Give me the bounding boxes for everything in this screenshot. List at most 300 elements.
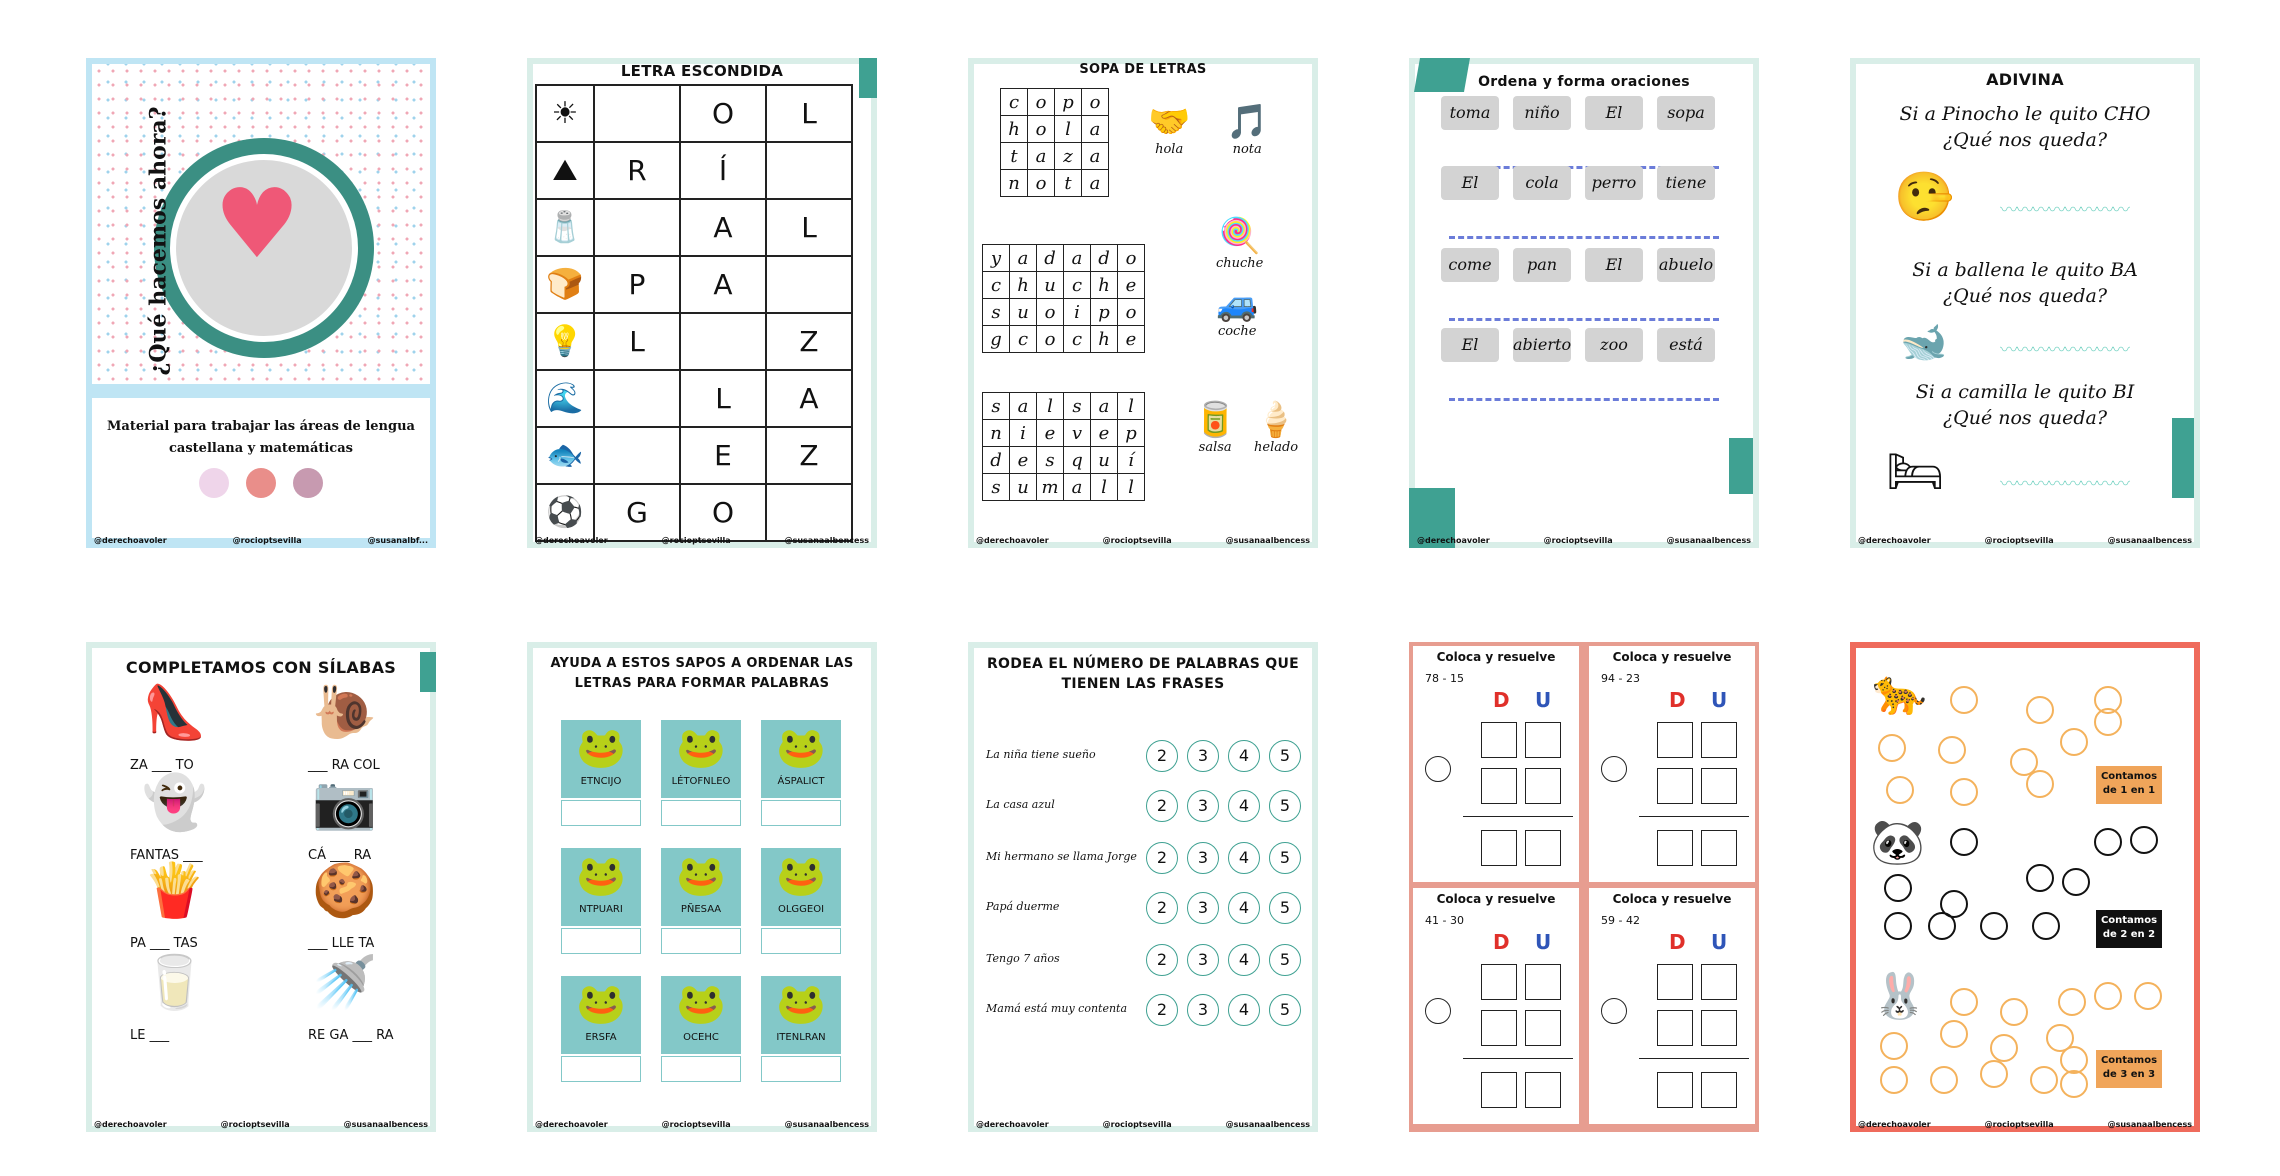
word-chip[interactable]: toma <box>1441 96 1499 130</box>
digit-box[interactable] <box>1701 1072 1737 1108</box>
count-circle[interactable] <box>1886 776 1914 804</box>
word-chip[interactable]: come <box>1441 248 1499 282</box>
grid-cell[interactable]: t <box>1001 143 1028 170</box>
frog-icon: 🐸 <box>776 853 826 899</box>
result-line <box>1463 1058 1573 1059</box>
grid-cell[interactable]: o <box>1118 299 1145 326</box>
grid-cell[interactable]: c <box>1064 326 1091 353</box>
footer-left: @derechoavoler <box>1417 536 1490 545</box>
logo-icon <box>246 468 276 498</box>
number-option[interactable]: 4 <box>1228 944 1260 976</box>
letter-cell[interactable]: R <box>594 142 680 199</box>
digit-box[interactable] <box>1701 964 1737 1000</box>
letter-cell[interactable]: A <box>680 256 766 313</box>
grid-row <box>1001 116 1109 143</box>
number-option[interactable]: 4 <box>1228 740 1260 772</box>
word-chip[interactable]: abuelo <box>1657 248 1715 282</box>
grid-cell[interactable]: o <box>1028 116 1055 143</box>
grid-cell[interactable]: a <box>1064 474 1091 501</box>
grid-cell[interactable]: c <box>1064 272 1091 299</box>
word-chip[interactable]: zoo <box>1585 328 1643 362</box>
logo-icon <box>199 468 229 498</box>
grid-cell[interactable]: e <box>1037 420 1064 447</box>
answer-box[interactable] <box>761 928 841 954</box>
count-circle[interactable] <box>1930 1066 1958 1094</box>
syllable-picture-icon: 🍟 <box>142 861 207 921</box>
count-circle[interactable] <box>2094 982 2122 1010</box>
letter-cell[interactable]: O <box>680 85 766 142</box>
answer-line[interactable] <box>1449 398 1719 401</box>
letter-cell[interactable] <box>766 256 852 313</box>
number-option[interactable]: 4 <box>1228 892 1260 924</box>
number-option[interactable]: 3 <box>1187 944 1219 976</box>
digit-box[interactable] <box>1525 768 1561 804</box>
word-chip[interactable]: cola <box>1513 166 1571 200</box>
panel-title: Coloca y resuelve <box>1436 892 1556 906</box>
count-circle[interactable] <box>2060 1070 2088 1098</box>
decor-shape <box>1729 438 1753 494</box>
number-option[interactable]: 4 <box>1228 790 1260 822</box>
count-circle[interactable] <box>2030 1066 2058 1094</box>
answer-line[interactable]: 〰〰〰〰〰〰〰〰 <box>2000 204 2128 218</box>
digit-box[interactable] <box>1481 768 1517 804</box>
digit-box[interactable] <box>1701 830 1737 866</box>
letter-cell[interactable] <box>594 370 680 427</box>
letter-cell[interactable]: L <box>766 85 852 142</box>
number-option[interactable]: 2 <box>1146 994 1178 1026</box>
grid-cell[interactable]: c <box>1010 326 1037 353</box>
word-chip[interactable]: pan <box>1513 248 1571 282</box>
frog-card <box>761 720 841 798</box>
grid-cell[interactable]: a <box>1091 393 1118 420</box>
letter-cell[interactable]: Z <box>766 313 852 370</box>
tens-label: D <box>1669 688 1686 712</box>
scrambled-word: ITENLRAN <box>776 1032 826 1043</box>
letter-cell[interactable] <box>594 427 680 484</box>
grid-cell[interactable]: í <box>1118 447 1145 474</box>
rabbit-icon: 🐰 <box>1872 971 1927 1022</box>
grid-cell[interactable]: n <box>983 420 1010 447</box>
subtraction-panel <box>1589 646 1755 882</box>
count-circle[interactable] <box>2094 828 2122 856</box>
pinocchio-icon: 🤥 <box>1894 169 1954 225</box>
grid-cell[interactable]: q <box>1064 447 1091 474</box>
grid-cell[interactable]: a <box>1028 143 1055 170</box>
word-chip[interactable]: El <box>1441 166 1499 200</box>
number-option[interactable]: 3 <box>1187 842 1219 874</box>
worksheet-ordena-oraciones[interactable] <box>1409 58 1759 548</box>
riddle-2 <box>1850 258 2200 309</box>
footer-middle: @rocioptsevilla <box>1984 1120 2054 1129</box>
sign-circle[interactable] <box>1425 998 1451 1024</box>
word-chip[interactable]: tiene <box>1657 166 1715 200</box>
number-option[interactable]: 3 <box>1187 740 1219 772</box>
word-chip[interactable]: perro <box>1585 166 1643 200</box>
grid-cell[interactable]: a <box>1082 143 1109 170</box>
page-title: LETRA ESCONDIDA <box>620 62 784 80</box>
letter-cell[interactable]: A <box>766 370 852 427</box>
grid-row <box>983 420 1145 447</box>
page-title: COMPLETAMOS CON SÍLABAS <box>125 658 397 677</box>
number-option[interactable]: 2 <box>1146 842 1178 874</box>
number-option[interactable]: 2 <box>1146 944 1178 976</box>
word-chip[interactable]: El <box>1585 248 1643 282</box>
sentence: Mamá está muy contenta <box>986 1002 1128 1015</box>
count-circle[interactable] <box>2000 998 2028 1026</box>
count-circle[interactable] <box>1980 1060 2008 1088</box>
grid-cell[interactable]: d <box>983 447 1010 474</box>
digit-box[interactable] <box>1657 1072 1693 1108</box>
grid-cell[interactable]: i <box>1064 299 1091 326</box>
number-option[interactable]: 5 <box>1269 740 1301 772</box>
worksheet-coloca-resuelve[interactable] <box>1409 642 1759 1132</box>
number-option[interactable]: 4 <box>1228 994 1260 1026</box>
count-circle[interactable] <box>2026 770 2054 798</box>
page-footer <box>976 1120 1310 1129</box>
answer-line[interactable]: 〰〰〰〰〰〰〰〰 <box>2000 478 2128 492</box>
number-option[interactable]: 5 <box>1269 892 1301 924</box>
operation: 78 - 15 <box>1425 672 1464 685</box>
frog-icon: 🐸 <box>676 853 726 899</box>
digit-box[interactable] <box>1701 768 1737 804</box>
frog-card <box>761 848 841 926</box>
grid-row <box>983 272 1145 299</box>
table-row <box>536 199 852 256</box>
scrambled-word: ERSFA <box>585 1032 617 1043</box>
grid-cell[interactable]: z <box>1055 143 1082 170</box>
word-chip[interactable]: El <box>1585 96 1643 130</box>
digit-box[interactable] <box>1525 722 1561 758</box>
digit-box[interactable] <box>1525 1010 1561 1046</box>
grid-cell[interactable]: v <box>1064 420 1091 447</box>
cover-subtitle: Material para trabajar las áreas de lengua castellana y matemáticas <box>107 419 415 457</box>
word-chip[interactable]: niño <box>1513 96 1571 130</box>
table-row <box>536 142 852 199</box>
car-icon: 🚙 coche <box>1216 284 1259 339</box>
picture-icon: 🐟 <box>536 427 594 484</box>
grid-cell[interactable]: o <box>1028 89 1055 116</box>
music-note-icon: 🎵 nota <box>1226 102 1269 157</box>
syllable-prompt[interactable]: ZA ___ TO <box>130 758 194 773</box>
number-option[interactable]: 2 <box>1146 892 1178 924</box>
grid-cell[interactable]: p <box>1055 89 1082 116</box>
grid-cell[interactable]: g <box>983 326 1010 353</box>
answer-line[interactable] <box>1449 318 1719 321</box>
panel-title: Coloca y resuelve <box>1436 650 1556 664</box>
footer-middle: @rocioptsevilla <box>1102 536 1172 545</box>
digit-box[interactable] <box>1525 964 1561 1000</box>
grid-cell[interactable]: y <box>983 245 1010 272</box>
grid-cell[interactable]: i <box>1010 420 1037 447</box>
grid-cell[interactable]: p <box>1118 420 1145 447</box>
count-circle[interactable] <box>1950 778 1978 806</box>
digit-box[interactable] <box>1481 1072 1517 1108</box>
grid-cell[interactable]: s <box>983 299 1010 326</box>
count-circle[interactable] <box>2060 728 2088 756</box>
letter-cell[interactable] <box>594 85 680 142</box>
letter-cell[interactable]: G <box>594 484 680 541</box>
grid-cell[interactable]: u <box>1037 272 1064 299</box>
page-footer <box>94 536 428 545</box>
grid-cell[interactable]: s <box>1037 447 1064 474</box>
digit-box[interactable] <box>1657 964 1693 1000</box>
grid-cell[interactable]: c <box>1001 89 1028 116</box>
count-circle[interactable] <box>2094 708 2122 736</box>
grid-cell[interactable]: l <box>1091 474 1118 501</box>
picture-icon: ☀ <box>536 85 594 142</box>
count-circle[interactable] <box>2032 912 2060 940</box>
count-circle[interactable] <box>1878 734 1906 762</box>
number-option[interactable]: 4 <box>1228 842 1260 874</box>
worksheet-adivina[interactable] <box>1850 58 2200 548</box>
grid-cell[interactable]: l <box>1118 474 1145 501</box>
syllable-picture-icon: 👻 <box>142 773 207 833</box>
page-title: ADIVINA <box>1986 70 2064 89</box>
grid-cell[interactable]: u <box>1010 474 1037 501</box>
grid-row <box>983 447 1145 474</box>
word-chip[interactable]: El <box>1441 328 1499 362</box>
digit-box[interactable] <box>1701 1010 1737 1046</box>
count-circle[interactable] <box>1880 1032 1908 1060</box>
count-circle[interactable] <box>2026 864 2054 892</box>
grid-cell[interactable]: u <box>1091 447 1118 474</box>
grid-cell[interactable]: o <box>1118 245 1145 272</box>
word-salsa: salsa <box>1198 440 1232 455</box>
grid-cell[interactable]: d <box>1091 245 1118 272</box>
grid-cell[interactable]: o <box>1082 89 1109 116</box>
sign-circle[interactable] <box>1601 756 1627 782</box>
number-option[interactable]: 3 <box>1187 892 1219 924</box>
grid-cell[interactable]: o <box>1028 170 1055 197</box>
count-circle[interactable] <box>1884 912 1912 940</box>
sentence: La niña tiene sueño <box>986 748 1096 761</box>
grid-cell[interactable]: d <box>1037 245 1064 272</box>
count-circle[interactable] <box>1884 874 1912 902</box>
grid-cell[interactable]: a <box>1082 170 1109 197</box>
riddle-3-question: Si a camilla le quito BI <box>1915 381 2135 403</box>
sentence: Papá duerme <box>986 900 1060 913</box>
letter-cell[interactable]: L <box>594 313 680 370</box>
frog-icon: 🐸 <box>576 725 626 771</box>
number-option[interactable]: 5 <box>1269 994 1301 1026</box>
table-row <box>536 256 852 313</box>
letter-cell[interactable]: P <box>594 256 680 313</box>
sentence: La casa azul <box>986 798 1055 811</box>
panda-icon: 🐼 <box>1870 817 1925 868</box>
digit-box[interactable] <box>1525 830 1561 866</box>
digit-box[interactable] <box>1657 768 1693 804</box>
grid-cell[interactable]: s <box>1064 393 1091 420</box>
count-circle[interactable] <box>1928 912 1956 940</box>
count-circle[interactable] <box>1990 1034 2018 1062</box>
letter-cell[interactable] <box>680 313 766 370</box>
grid-cell[interactable]: a <box>1064 245 1091 272</box>
frog-icon: 🐸 <box>676 981 726 1027</box>
grid-cell[interactable]: s <box>983 393 1010 420</box>
sign-circle[interactable] <box>1601 998 1627 1024</box>
grid-cell[interactable]: a <box>1082 116 1109 143</box>
cover-page[interactable] <box>86 58 436 548</box>
grid-cell[interactable]: a <box>1010 393 1037 420</box>
grid-cell[interactable]: n <box>1001 170 1028 197</box>
letter-cell[interactable]: L <box>680 370 766 427</box>
tens-label: D <box>1669 930 1686 954</box>
count-circle[interactable] <box>1980 912 2008 940</box>
word-chip[interactable]: está <box>1657 328 1715 362</box>
digit-box[interactable] <box>1481 964 1517 1000</box>
letter-cell[interactable]: O <box>680 484 766 541</box>
digit-box[interactable] <box>1701 722 1737 758</box>
footer-middle: @rocioptsevilla <box>1543 536 1613 545</box>
riddle-1-question: Si a Pinocho le quito CHO <box>1899 103 2151 125</box>
worksheet-sopa-de-letras[interactable] <box>968 58 1318 548</box>
syllable-picture-icon: 👠 <box>142 683 207 743</box>
subtraction-panel <box>1413 646 1579 882</box>
tens-label: D <box>1493 688 1510 712</box>
number-option[interactable]: 5 <box>1269 842 1301 874</box>
syllable-prompt[interactable]: PA ___ TAS <box>130 936 198 951</box>
logo-icon <box>293 468 323 498</box>
grid-row <box>983 326 1145 353</box>
grid-cell[interactable]: e <box>1091 420 1118 447</box>
grid-row <box>1001 170 1109 197</box>
grid-cell[interactable]: e <box>1010 447 1037 474</box>
letter-cell[interactable]: Í <box>680 142 766 199</box>
riddle-3 <box>1850 380 2200 431</box>
answer-box[interactable] <box>761 800 841 826</box>
number-option[interactable]: 5 <box>1269 944 1301 976</box>
letter-cell[interactable]: A <box>680 199 766 256</box>
grid-cell[interactable]: e <box>1118 326 1145 353</box>
syllable-prompt[interactable]: FANTAS ___ <box>130 848 203 863</box>
answer-box[interactable] <box>661 1056 741 1082</box>
grid-cell[interactable]: h <box>1091 326 1118 353</box>
word-chip[interactable]: abierto <box>1513 328 1571 362</box>
grid-cell[interactable]: o <box>1037 326 1064 353</box>
grid-cell[interactable]: l <box>1037 393 1064 420</box>
leopard-icon: 🐆 <box>1872 667 1927 718</box>
frog-icon: 🐸 <box>676 725 726 771</box>
letter-cell[interactable]: L <box>766 199 852 256</box>
page-footer <box>1417 536 1751 545</box>
answer-line[interactable]: 〰〰〰〰〰〰〰〰 <box>2000 344 2128 358</box>
count-circle[interactable] <box>1880 1066 1908 1094</box>
grid-cell[interactable]: m <box>1037 474 1064 501</box>
answer-box[interactable] <box>561 800 641 826</box>
answer-line[interactable] <box>1449 236 1719 239</box>
grid-cell[interactable]: h <box>1091 272 1118 299</box>
scrambled-word: OCEHC <box>683 1032 719 1043</box>
count-circle[interactable] <box>2130 826 2158 854</box>
worksheet-completamos-silabas[interactable] <box>86 642 436 1132</box>
count-circle[interactable] <box>2134 982 2162 1010</box>
syllable-prompt[interactable]: ___ LLE TA <box>308 936 375 951</box>
grid-cell[interactable]: a <box>1010 245 1037 272</box>
grid-cell[interactable]: l <box>1055 116 1082 143</box>
page-footer <box>94 1120 428 1129</box>
answer-box[interactable] <box>561 928 641 954</box>
page-footer <box>1858 1120 2192 1129</box>
units-label: U <box>1711 930 1728 954</box>
worksheet-contamos[interactable] <box>1850 642 2200 1132</box>
syllable-prompt[interactable]: LE ___ <box>130 1028 170 1043</box>
tag-1en1: Contamos de 1 en 1 <box>2096 766 2162 804</box>
grid-row <box>1001 143 1109 170</box>
worksheet-rodea-numero[interactable] <box>968 642 1318 1132</box>
count-circle[interactable] <box>1938 736 1966 764</box>
digit-box[interactable] <box>1657 1010 1693 1046</box>
digit-box[interactable] <box>1481 830 1517 866</box>
syllable-prompt[interactable]: RE GA ___ RA <box>308 1028 394 1043</box>
number-option[interactable]: 5 <box>1269 790 1301 822</box>
grid-row <box>983 245 1145 272</box>
grid-cell[interactable]: e <box>1118 272 1145 299</box>
page-frame <box>1409 58 1759 548</box>
grid-cell[interactable]: t <box>1055 170 1082 197</box>
grid-cell[interactable]: p <box>1091 299 1118 326</box>
grid-cell[interactable]: h <box>1010 272 1037 299</box>
grid-cell[interactable]: o <box>1037 299 1064 326</box>
count-circle[interactable] <box>2062 868 2090 896</box>
count-circle[interactable] <box>1950 828 1978 856</box>
footer-right: @susanaalbencess <box>1666 536 1751 545</box>
digit-box[interactable] <box>1657 722 1693 758</box>
grid-row <box>983 299 1145 326</box>
grid-cell[interactable]: c <box>983 272 1010 299</box>
digit-box[interactable] <box>1525 1072 1561 1108</box>
grid-cell[interactable]: u <box>1010 299 1037 326</box>
word-chip[interactable]: sopa <box>1657 96 1715 130</box>
digit-box[interactable] <box>1481 1010 1517 1046</box>
tag-2en2: Contamos de 2 en 2 <box>2096 910 2162 948</box>
syllable-prompt[interactable]: CÁ ___ RA <box>308 848 372 863</box>
scrambled-word: NTPUARI <box>579 904 623 915</box>
number-option[interactable]: 2 <box>1146 790 1178 822</box>
letter-cell[interactable]: Z <box>766 427 852 484</box>
letter-cell[interactable] <box>766 484 852 541</box>
letter-cell[interactable] <box>594 199 680 256</box>
count-circle[interactable] <box>1940 1020 1968 1048</box>
count-circle[interactable] <box>1950 988 1978 1016</box>
number-option[interactable]: 3 <box>1187 994 1219 1026</box>
grid-cell[interactable]: h <box>1001 116 1028 143</box>
digit-box[interactable] <box>1657 830 1693 866</box>
letter-cell[interactable] <box>766 142 852 199</box>
count-circle[interactable] <box>1950 686 1978 714</box>
word-hola: hola <box>1155 142 1184 157</box>
number-option[interactable]: 2 <box>1146 740 1178 772</box>
grid-cell[interactable]: l <box>1118 393 1145 420</box>
answer-box[interactable] <box>561 1056 641 1082</box>
syllable-prompt[interactable]: ___ RA COL <box>308 758 380 773</box>
units-label: U <box>1535 930 1552 954</box>
answer-box[interactable] <box>661 800 741 826</box>
riddle-2-question: Si a ballena le quito BA <box>1912 259 2138 281</box>
lollipop-icon: 🍭 chuche <box>1216 216 1264 271</box>
answer-box[interactable] <box>761 1056 841 1082</box>
count-circle[interactable] <box>2058 988 2086 1016</box>
letter-cell[interactable]: E <box>680 427 766 484</box>
grid-cell[interactable]: s <box>983 474 1010 501</box>
sign-circle[interactable] <box>1425 756 1451 782</box>
cover-title: ¿Qué hacemos ahora? <box>145 106 172 376</box>
number-option[interactable]: 3 <box>1187 790 1219 822</box>
worksheet-sapos[interactable] <box>527 642 877 1132</box>
worksheet-letra-escondida[interactable] <box>527 58 877 548</box>
answer-box[interactable] <box>661 928 741 954</box>
count-circle[interactable] <box>2026 696 2054 724</box>
digit-box[interactable] <box>1481 722 1517 758</box>
